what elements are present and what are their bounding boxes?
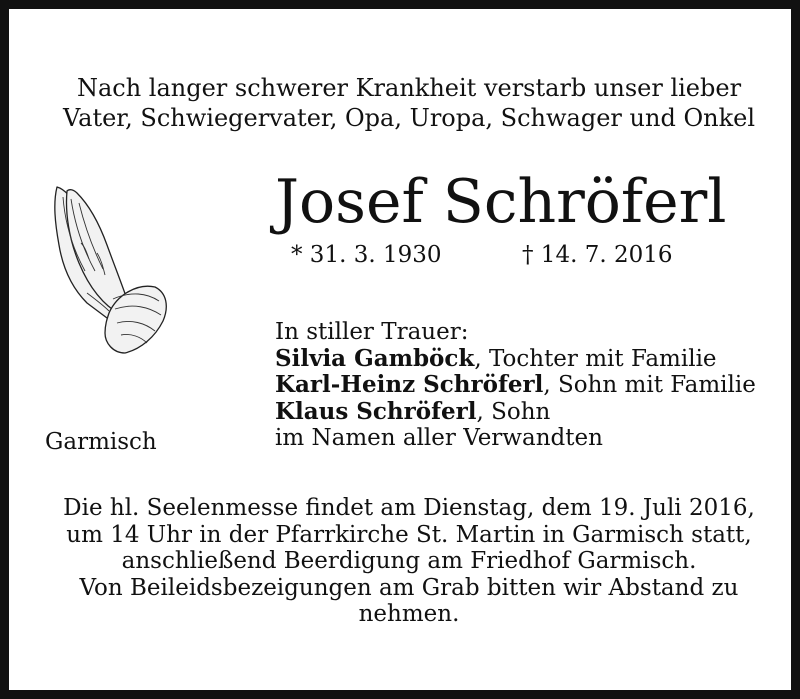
notice-line: Von Beileidsbezeigungen am Grab bitten wir Abstand zu bbox=[79, 574, 739, 601]
funeral-notice bbox=[29, 495, 789, 628]
notice-line: nehmen. bbox=[358, 601, 460, 627]
mourner-line bbox=[275, 346, 756, 373]
intro-text bbox=[39, 73, 779, 133]
notice-line: Die hl. Seelenmesse findet am Dienstag, dem 19. Juli 2016, bbox=[63, 495, 755, 521]
intro-line: Nach langer schwerer Krankheit verstarb unser lieber bbox=[76, 74, 742, 102]
mourner-name: Klaus Schröferl bbox=[275, 397, 477, 425]
notice-line: anschließend Beerdigung am Friedhof Garmisch. bbox=[121, 548, 697, 574]
praying-hands-icon bbox=[51, 183, 169, 355]
mourner-name: Silvia Gamböck bbox=[275, 344, 475, 372]
death-date: † 14. 7. 2016 bbox=[522, 242, 673, 268]
mourner-relation: , Tochter mit Familie bbox=[474, 345, 717, 372]
intro-line: Vater, Schwiegervater, Opa, Uropa, Schwager und Onkel bbox=[63, 104, 755, 132]
mourner-relation: , Sohn mit Familie bbox=[543, 372, 756, 398]
mourner-line bbox=[275, 399, 756, 426]
birth-date: * 31. 3. 1930 bbox=[291, 242, 442, 268]
mourners-block bbox=[275, 319, 756, 452]
mourners-heading: In stiller Trauer: bbox=[275, 319, 469, 345]
mourner-name: Karl-Heinz Schröferl bbox=[275, 371, 544, 398]
mourner-relation: , Sohn bbox=[476, 398, 551, 425]
mourner-line bbox=[275, 372, 756, 399]
mourners-closing: im Namen aller Verwandten bbox=[275, 425, 603, 451]
deceased-name: Josef Schröferl bbox=[275, 167, 727, 237]
place: Garmisch bbox=[45, 429, 157, 455]
notice-line: um 14 Uhr in der Pfarrkirche St. Martin in Garmisch statt, bbox=[66, 521, 752, 548]
